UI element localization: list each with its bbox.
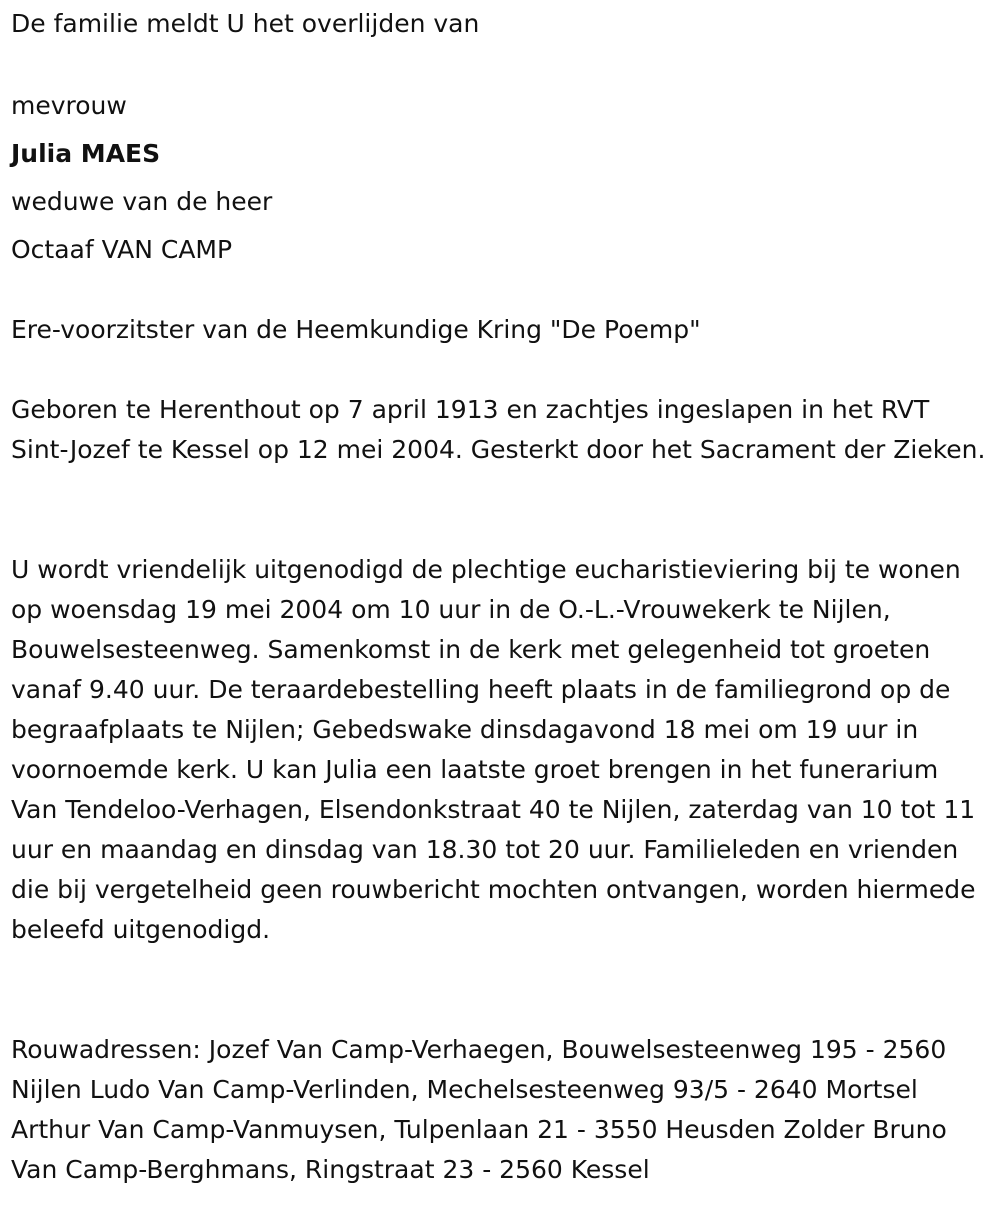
spouse-name: Octaaf VAN CAMP: [11, 235, 233, 264]
addresses-paragraph: Rouwadressen: Jozef Van Camp-Verhaegen, Bouwelsesteenweg 195 - 2560 Nijlen Ludo Van Camp-Verlinden, Mechelsesteenweg 93/5 - 2640 Mortsel Arthur Van Camp-Vanmuysen, Tulpenlaan 21 - 3550 Heusden Zolder Bruno Van Camp-Berghmans, Ringstraat 23 - 2560 Kessel: [11, 1035, 947, 1184]
birth-death-paragraph: Geboren te Herenthout op 7 april 1913 en zachtjes ingeslapen in het RVT Sint-Jozef te Kessel op 12 mei 2004. Gesterkt door het Sacrament der Zieken.: [11, 395, 986, 464]
salutation-text: mevrouw: [11, 91, 127, 120]
funeral-paragraph: U wordt vriendelijk uitgenodigd de plechtige eucharistieviering bij te wonen op woensdag 19 mei 2004 om 10 uur in de O.-L.-Vrouwekerk te Nijlen, Bouwelsesteenweg. Samenkomst in de kerk met gelegenheid tot groeten vanaf 9.40 uur. De teraardebestelling heeft plaats in de familiegrond op de begraafplaats te Nijlen; Gebedswake dinsdagavond 18 mei om 19 uur in voornoemde kerk. U kan Julia een laatste groet brengen in het funerarium Van Tendeloo-Verhagen, Elsendonkstraat 40 te Nijlen, zaterdag van 10 tot 11 uur en maandag en dinsdag van 18.30 tot 20 uur. Familieleden en vrienden die bij vergetelheid geen rouwbericht mochten ontvangen, worden hiermede beleefd uitgenodigd.: [11, 555, 976, 944]
deceased-name: Julia MAES: [11, 139, 161, 168]
intro-text: De familie meldt U het overlijden van: [11, 9, 480, 38]
relation-text: weduwe van de heer: [11, 187, 273, 216]
honorary-title: Ere-voorzitster van de Heemkundige Kring "De Poemp": [11, 315, 701, 344]
